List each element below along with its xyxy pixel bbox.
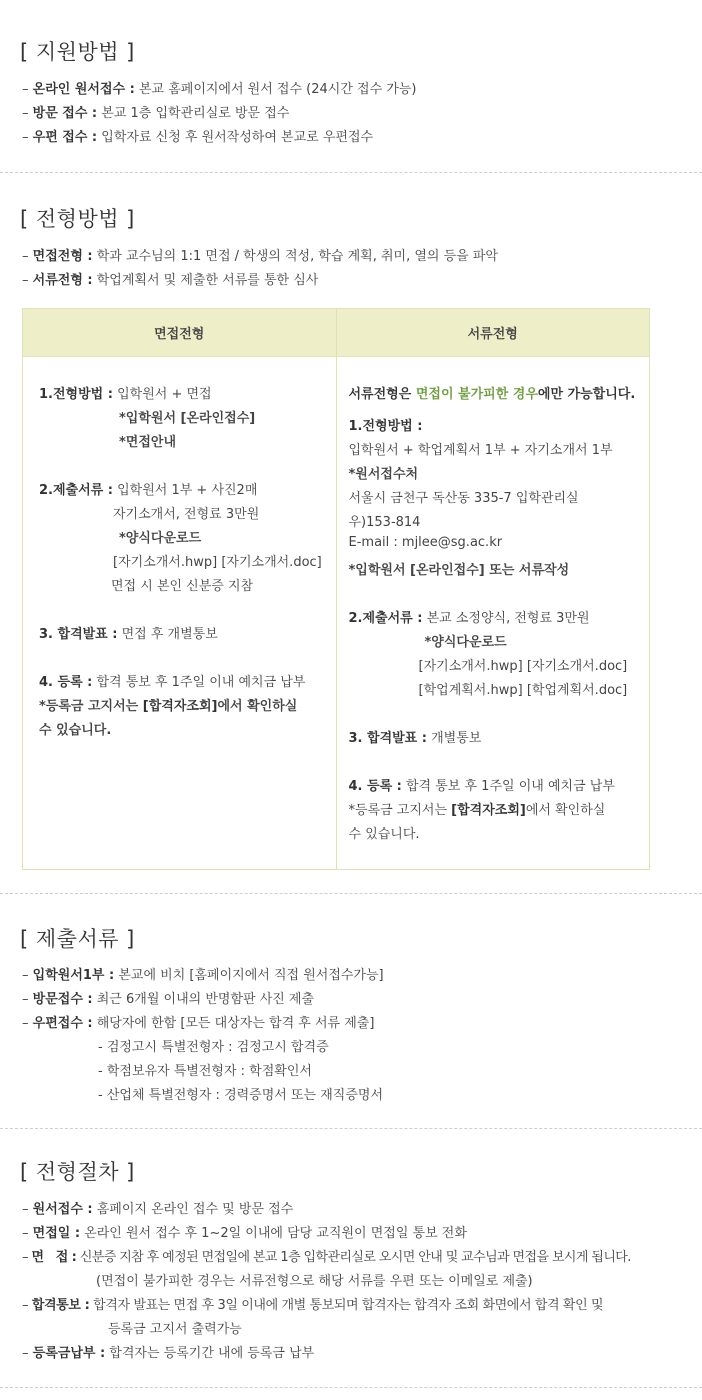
list-item-continued: (면접이 불가피한 경우는 서류전형으로 해당 서류를 우편 또는 이메일로 제출)	[96, 1274, 533, 1289]
item-text: 학업계획서 및 제출한 서류를 통한 심사	[96, 273, 319, 288]
file-download-links[interactable]: [학업계획서.hwp] [학업계획서.doc]	[418, 683, 628, 698]
item-label: 방문접수 :	[32, 992, 93, 1007]
item-label: 합격통보 :	[31, 1298, 90, 1313]
item-label: 면접전형 :	[32, 249, 93, 264]
list-item: – 우편 접수 : 입학자료 신청 후 원서작성하여 본교로 우편접수	[22, 130, 374, 145]
tuition-note: 수 있습니다.	[39, 723, 112, 738]
cell-text: 1.전형방법 :	[348, 419, 423, 434]
cell-text: 3. 합격발표 : 개별통보	[348, 731, 482, 746]
cell-text: 2.제출서류 : 본교 소정양식, 전형료 3만원	[348, 611, 590, 626]
form-download-link[interactable]: *양식다운로드	[119, 531, 202, 546]
item-text: 본교 1층 입학관리실로 방문 접수	[101, 106, 290, 121]
cell-text: 입학원서 + 학업계획서 1부 + 자기소개서 1부	[348, 443, 613, 458]
item-label: 입학원서1부 :	[32, 968, 115, 983]
item-label: 등록금납부 :	[32, 1346, 106, 1361]
item-text: 본교에 비치 [홈페이지에서 직접 원서접수가능]	[118, 968, 384, 983]
sub-item: - 검정고시 특별전형자 : 검정고시 합격증	[98, 1040, 329, 1055]
list-item: – 서류전형 : 학업계획서 및 제출한 서류를 통한 심사	[22, 273, 319, 288]
cell-text: 면접 시 본인 신분증 지참	[111, 579, 254, 594]
section-divider	[0, 1387, 702, 1388]
cell-text: 자기소개서, 전형료 3만원	[113, 507, 260, 522]
cell-text: 4. 등록 : 합격 통보 후 1주일 이내 예치금 납부	[348, 779, 615, 794]
list-item: – 방문 접수 : 본교 1층 입학관리실로 방문 접수	[22, 106, 290, 121]
section-title-apply: [ 지원방법 ]	[20, 40, 135, 64]
sub-item: - 산업체 특별전형자 : 경력증명서 또는 재직증명서	[98, 1088, 384, 1103]
cell-intro: 서류전형은 면접이 불가피한 경우에만 가능합니다.	[348, 387, 636, 402]
list-item: – 원서접수 : 홈페이지 온라인 접수 및 방문 접수	[22, 1202, 294, 1217]
item-text: 온라인 원서 접수 후 1~2일 이내에 담당 교직원이 면접일 통보 전화	[84, 1226, 467, 1241]
cell-text: 우)153-814	[348, 515, 421, 530]
interview-guide-link[interactable]: *면접안내	[119, 435, 177, 450]
section-title-selection: [ 전형방법 ]	[20, 207, 135, 231]
result-check-link[interactable]: [합격자조회]	[142, 699, 218, 714]
section-divider	[0, 893, 702, 894]
item-text: 해당자에 한함 [모든 대상자는 합격 후 서류 제출]	[96, 1016, 375, 1031]
tuition-note: *등록금 고지서는 [합격자조회]에서 확인하실	[348, 803, 606, 818]
cell-text: 4. 등록 : 합격 통보 후 1주일 이내 예치금 납부	[39, 675, 306, 690]
cell-text: 3. 합격발표 : 면접 후 개별통보	[39, 627, 218, 642]
cell-text: *원서접수처	[348, 467, 419, 482]
item-text: 최근 6개월 이내의 반명함판 사진 제출	[96, 992, 315, 1007]
file-download-links[interactable]: [자기소개서.hwp] [자기소개서.doc]	[418, 659, 628, 674]
list-item: – 방문접수 : 최근 6개월 이내의 반명함판 사진 제출	[22, 992, 315, 1007]
item-text: 본교 홈페이지에서 원서 접수 (24시간 접수 가능)	[138, 82, 417, 97]
section-title-documents: [ 제출서류 ]	[20, 927, 135, 951]
item-label: 온라인 원서접수 :	[32, 82, 135, 97]
table-header-interview: 면접전형	[23, 309, 337, 357]
item-text: 홈페이지 온라인 접수 및 방문 접수	[96, 1202, 294, 1217]
list-item: – 온라인 원서접수 : 본교 홈페이지에서 원서 접수 (24시간 접수 가능)	[22, 82, 417, 97]
online-apply-link[interactable]: *입학원서 [온라인접수]	[119, 411, 256, 426]
result-check-link[interactable]: [합격자조회]	[451, 803, 526, 818]
list-item: – 등록금납부 : 합격자는 등록기간 내에 등록금 납부	[22, 1346, 315, 1361]
list-item: – 합격통보 : 합격자 발표는 면접 후 3일 이내에 개별 통보되며 합격자는 합격자 조회 화면에서 합격 확인 및	[22, 1298, 604, 1313]
section-title-procedure: [ 전형절차 ]	[20, 1160, 135, 1184]
selection-table	[22, 308, 650, 870]
list-item: – 입학원서1부 : 본교에 비치 [홈페이지에서 직접 원서접수가능]	[22, 968, 384, 983]
section-divider	[0, 172, 702, 173]
item-text: 합격자는 등록기간 내에 등록금 납부	[109, 1346, 315, 1361]
list-item-continued: 등록금 고지서 출력가능	[108, 1322, 242, 1337]
list-item: – 면접일 : 온라인 원서 접수 후 1~2일 이내에 담당 교직원이 면접일 통보 전화	[22, 1226, 467, 1241]
section-divider	[0, 1128, 702, 1129]
cell-text: 2.제출서류 : 입학원서 1부 + 사진2매	[39, 483, 258, 498]
item-label: 우편접수 :	[32, 1016, 93, 1031]
item-label: 방문 접수 :	[32, 106, 98, 121]
sub-item: - 학점보유자 특별전형자 : 학점확인서	[98, 1064, 312, 1079]
list-item: – 면접전형 : 학과 교수님의 1:1 면접 / 학생의 적성, 학습 계획, 취미, 열의 등을 파악	[22, 249, 498, 264]
documents-cell	[336, 357, 650, 870]
item-label: 원서접수 :	[32, 1202, 93, 1217]
list-item: – 우편접수 : 해당자에 한함 [모든 대상자는 합격 후 서류 제출]	[22, 1016, 375, 1031]
tuition-note: 수 있습니다.	[348, 827, 420, 842]
item-label: 면 접 :	[31, 1250, 77, 1265]
item-label: 면접일 :	[32, 1226, 81, 1241]
file-download-links[interactable]: [자기소개서.hwp] [자기소개서.doc]	[113, 555, 322, 570]
item-label: 서류전형 :	[32, 273, 93, 288]
item-text: 학과 교수님의 1:1 면접 / 학생의 적성, 학습 계획, 취미, 열의 등을 파악	[96, 249, 498, 264]
item-text: 신분증 지참 후 예정된 면접일에 본교 1층 입학관리실로 오시면 안내 및 교수님과 면접을 보시게 됩니다.	[79, 1250, 631, 1265]
interview-cell	[23, 357, 337, 870]
item-text: 입학자료 신청 후 원서작성하여 본교로 우편접수	[101, 130, 374, 145]
item-label: 우편 접수 :	[32, 130, 98, 145]
table-header-documents: 서류전형	[336, 309, 650, 357]
list-item: – 면 접 : 신분증 지참 후 예정된 면접일에 본교 1층 입학관리실로 오시면 안내 및 교수님과 면접을 보시게 됩니다.	[22, 1250, 631, 1265]
item-text: 합격자 발표는 면접 후 3일 이내에 개별 통보되며 합격자는 합격자 조회 화면에서 합격 확인 및	[93, 1298, 604, 1313]
cell-text: 서울시 금천구 독산동 335-7 입학관리실	[348, 491, 579, 506]
form-download-link[interactable]: *양식다운로드	[424, 635, 507, 650]
tuition-note: *등록금 고지서는 [합격자조회]에서 확인하실	[39, 699, 298, 714]
cell-text: 1.전형방법 : 입학원서 + 면접	[39, 387, 212, 402]
email-link[interactable]: E-mail : mjlee@sg.ac.kr	[348, 535, 503, 550]
online-apply-link[interactable]: *입학원서 [온라인접수] 또는 서류작성	[348, 563, 570, 578]
